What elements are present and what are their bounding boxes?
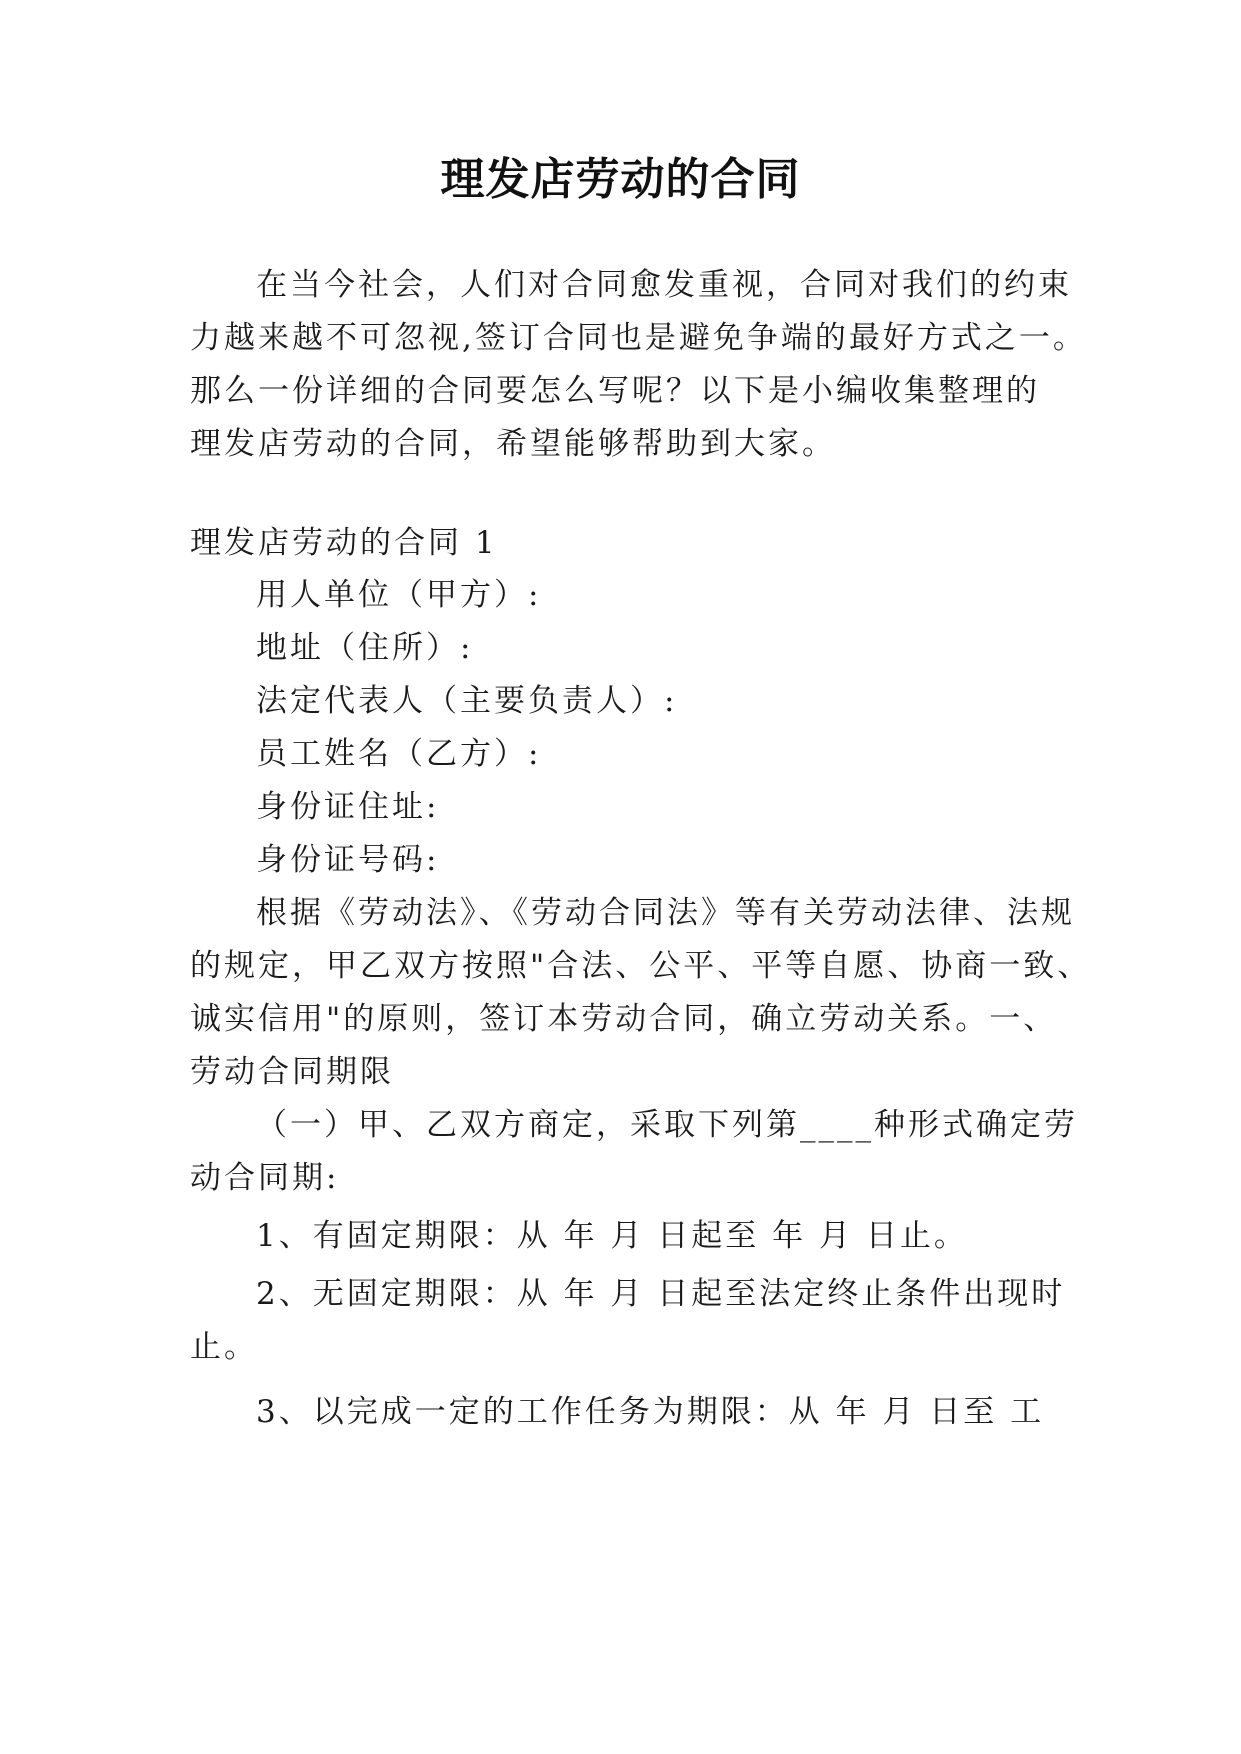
basis-line-4: 劳动合同期限 <box>190 1054 394 1090</box>
field-employer: 用人单位（甲方）: <box>256 577 542 613</box>
option-2-line-2: 止。 <box>190 1329 258 1365</box>
field-employee-name: 员工姓名（乙方）: <box>256 736 542 772</box>
section-heading: 理发店劳动的合同 1 <box>190 525 498 561</box>
field-id-number: 身份证号码: <box>256 842 440 878</box>
basis-line-3: 诚实信用"的原则，签订本劳动合同，确立劳动关系。一、 <box>190 1001 1058 1037</box>
intro-line-3: 那么一份详细的合同要怎么写呢？以下是小编收集整理的 <box>190 373 1040 409</box>
intro-line-1: 在当今社会，人们对合同愈发重视，合同对我们的约束 <box>256 267 1072 303</box>
option-3: 3、以完成一定的工作任务为期限：从 年 月 日至 工 <box>256 1394 1045 1430</box>
option-2-line-1: 2、无固定期限：从 年 月 日起至法定终止条件出现时 <box>256 1276 1066 1312</box>
document-title: 理发店劳动的合同 <box>440 154 801 205</box>
intro-line-2: 力越来越不可忽视,签订合同也是避免争端的最好方式之一。 <box>190 320 1087 356</box>
basis-line-1: 根据《劳动法》、《劳动合同法》等有关劳动法律、法规 <box>256 895 1075 931</box>
intro-line-4: 理发店劳动的合同，希望能够帮助到大家。 <box>190 426 836 462</box>
basis-line-2: 的规定，甲乙双方按照"合法、公平、平等自愿、协商一致、 <box>190 948 1092 984</box>
field-id-address: 身份证住址: <box>256 789 440 825</box>
field-legal-representative: 法定代表人（主要负责人）: <box>256 683 678 719</box>
term-line-2: 动合同期: <box>190 1160 340 1196</box>
term-line-1: （一）甲、乙双方商定，采取下列第____种形式确定劳 <box>256 1107 1078 1143</box>
option-1: 1、有固定期限：从 年 月 日起至 年 月 日止。 <box>256 1218 968 1254</box>
field-address: 地址（住所）: <box>256 630 474 666</box>
